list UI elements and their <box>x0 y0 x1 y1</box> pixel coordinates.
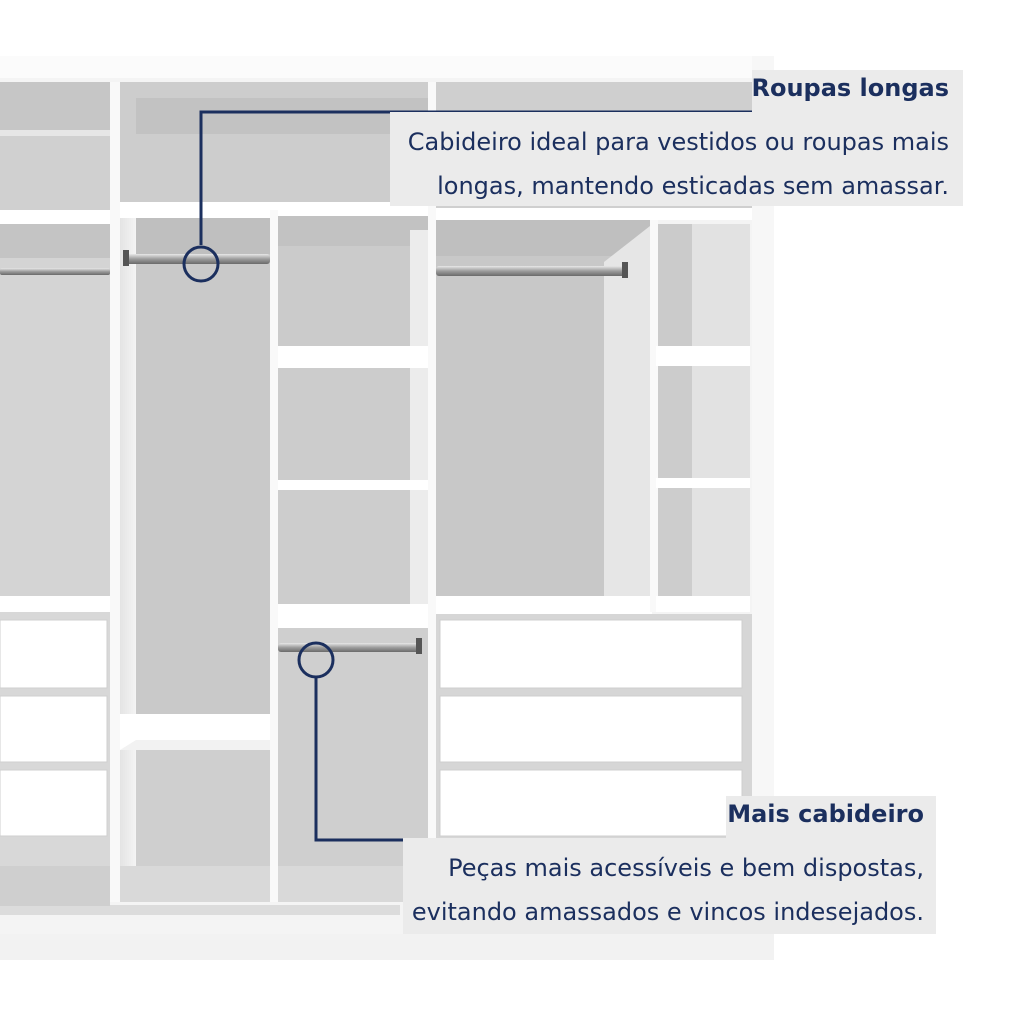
column-small-shelves <box>650 220 750 612</box>
callout-title-long-clothes: Roupas longas <box>751 74 949 102</box>
callout-description-more-rail <box>412 846 924 934</box>
divider-panel <box>110 82 120 902</box>
callout-line: Peças mais acessíveis e bem dispostas, <box>448 854 924 882</box>
hanging-rail-left <box>0 268 110 275</box>
callout-title-more-rail: Mais cabideiro <box>727 800 924 828</box>
callout-title-box-more-rail <box>726 796 936 838</box>
callout-line: evitando amassados e vincos indesejados. <box>411 898 924 926</box>
column-shelves <box>278 216 430 902</box>
callout-text-box-more-rail <box>403 838 936 934</box>
callout-title-box-long-clothes <box>752 70 963 112</box>
divider-panel <box>270 210 278 902</box>
callout-description-long-clothes <box>408 120 949 208</box>
callout-line: Cabideiro ideal para vestidos ou roupas mais <box>407 128 949 156</box>
callout-line: longas, mantendo esticadas sem amassar. <box>437 172 949 200</box>
column-left <box>0 82 110 906</box>
callout-text-box-long-clothes <box>390 112 963 206</box>
